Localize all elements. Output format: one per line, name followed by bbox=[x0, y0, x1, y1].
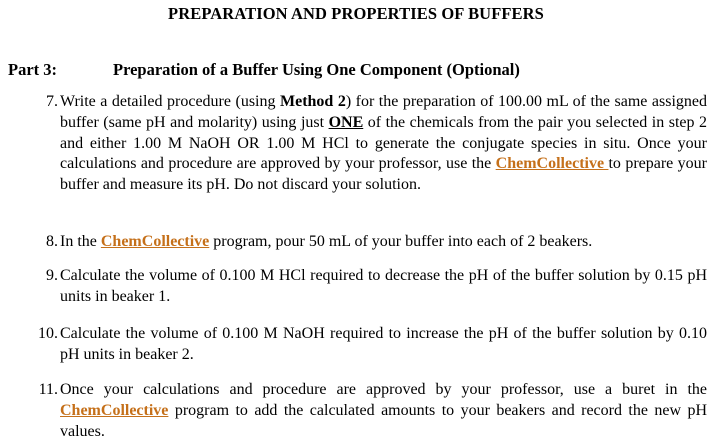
chemcollective-link[interactable]: ChemCollective bbox=[495, 155, 609, 173]
list-item-9 bbox=[28, 266, 707, 308]
item-text-segment: of the chemicals from the pair you selected in step 2 and either 1.00 M NaOH OR 1.00 M HCl to generate the conjugate species in situ. Once your calculations and procedure are approved by your professor, use the bbox=[60, 113, 708, 173]
item-text-segment: Once your calculations and procedure are approved by your professor, use a buret in the bbox=[60, 381, 707, 398]
item-text-segment: program to add the calculated amounts to your beakers and record the new pH values. bbox=[60, 401, 707, 440]
item-number: 9. bbox=[46, 267, 58, 284]
item-text-segment: In the bbox=[60, 233, 101, 250]
chemcollective-link[interactable]: ChemCollective bbox=[100, 233, 210, 250]
item-number: 8. bbox=[46, 233, 58, 250]
item-text bbox=[60, 232, 707, 253]
part-title: Preparation of a Buffer Using One Component (Optional) bbox=[113, 60, 520, 79]
list-item-10 bbox=[28, 324, 707, 366]
item-text: Calculate the volume of 0.100 M NaOH required to increase the pH of the buffer solution by 0.10 pH units in beaker 2. bbox=[60, 325, 707, 363]
item-text-segment: ) for the preparation of 100.00 mL of the same assigned buffer (same pH and molarity) using just bbox=[60, 93, 707, 131]
item-text bbox=[60, 380, 707, 442]
list-item-11 bbox=[28, 380, 707, 442]
item-number: 7. bbox=[46, 93, 58, 110]
list-item-7 bbox=[28, 92, 707, 196]
page-title: PREPARATION AND PROPERTIES OF BUFFERS bbox=[168, 4, 544, 23]
item-text-segment: to prepare your buffer and measure its pH. Do not discard your solution. bbox=[60, 155, 708, 194]
item-text-segment: program, pour 50 mL of your buffer into each of 2 beakers. bbox=[209, 233, 593, 250]
item-text bbox=[60, 92, 707, 196]
item-number: 11. bbox=[38, 381, 58, 398]
one-emphasis: ONE bbox=[328, 113, 364, 131]
chemcollective-link[interactable]: ChemCollective bbox=[60, 401, 169, 419]
item-text: Calculate the volume of 0.100 M HCl required to decrease the pH of the buffer solution by 0.15 pH units in beaker 1. bbox=[60, 267, 707, 305]
item-text-segment: Write a detailed procedure (using bbox=[60, 93, 280, 110]
method-emphasis: Method 2 bbox=[279, 93, 346, 110]
item-number: 10. bbox=[38, 325, 58, 342]
part-label: Part 3: bbox=[8, 60, 58, 79]
list-item-8 bbox=[28, 232, 707, 253]
